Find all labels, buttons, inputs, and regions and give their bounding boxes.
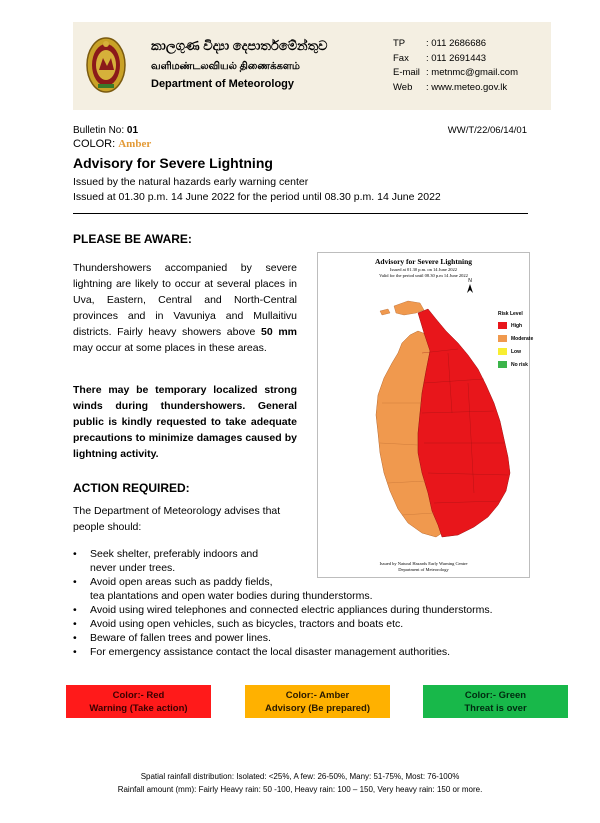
bulletin-color: COLOR: Amber <box>73 138 152 150</box>
map-issued: Issued at 01.30 p.m. on 14 June 2022 <box>390 267 457 272</box>
list-item: • For emergency assistance contact the local disaster management authorities. <box>73 646 451 658</box>
map-valid: Valid for the period until 08.30 p.m 14 June 2022 <box>379 273 468 278</box>
footer-rainfall-amount: Rainfall amount (mm): Fairly Heavy rain: 50 -100, Heavy rain: 100 – 150, Very heavy rain: 150 or more. <box>117 785 483 794</box>
action-intro: The Department of Meteorology advises that people should: <box>73 505 281 533</box>
map-footer-department: Department of Meteorology <box>398 567 449 572</box>
legend-moderate: Moderate <box>498 335 533 342</box>
action-heading: ACTION REQUIRED: <box>73 481 190 495</box>
bulletin-reference: WW/T/22/06/14/01 <box>447 125 527 136</box>
contact-fax: Fax : 011 2691443 <box>393 52 487 64</box>
legend-low: Low <box>498 348 533 355</box>
sri-lanka-map <box>318 253 529 577</box>
map-legend <box>498 311 533 374</box>
bulletin-number: Bulletin No: 01 <box>73 125 139 136</box>
contact-email[interactable]: E-mail : metnmc@gmail.com <box>393 67 518 78</box>
amber-advisory-box: Color:- Amber Advisory (Be prepared) <box>245 685 390 718</box>
footer-rainfall-distribution: Spatial rainfall distribution: Isolated: <25%, A few: 26-50%, Many: 51-75%, Most: 76-100% <box>140 772 460 781</box>
page-title: Advisory for Severe Lightning <box>73 155 273 171</box>
red-warning-box: Color:- Red Warning (Take action) <box>66 685 211 718</box>
issued-by: Issued by the natural hazards early warning center <box>73 176 309 188</box>
aware-heading: PLEASE BE AWARE: <box>73 232 192 246</box>
national-emblem-icon <box>85 36 127 94</box>
org-name-sinhala: කාලගුණ විද්‍යා දෙපාර්තමේන්තුව <box>151 38 328 53</box>
issued-at: Issued at 01.30 p.m. 14 June 2022 for the period until 08.30 p.m. 14 June 2022 <box>73 191 441 203</box>
aware-paragraph-1: Thundershowers accompanied by severe lightning are likely to occur at several places in Uva, Eastern, Central and North-Central provinces and in Vavuniya and Mullaitivu districts. Fairly heavy showers above 50 mm may occur at some places in these areas. <box>73 262 297 354</box>
list-item-continuation: never under trees. <box>90 562 176 574</box>
action-list <box>73 547 493 659</box>
legend-no-risk: No risk <box>498 361 533 368</box>
green-threat-over-box: Color:- Green Threat is over <box>423 685 568 718</box>
map-title: Advisory for Severe Lightning <box>374 257 473 266</box>
map-footer-issuer: Issued by Natural Hazards Early Warning Centre <box>379 561 468 566</box>
list-item-continuation: tea plantations and open water bodies during thunderstorms. <box>90 590 373 602</box>
list-item: • Avoid open areas such as paddy fields, <box>73 576 273 588</box>
legend-high: High <box>498 322 533 329</box>
legend-title: Risk Level <box>498 311 523 317</box>
divider <box>73 213 528 214</box>
aware-paragraph-2: There may be temporary localized strong winds during thundershowers. General public is kindly requested to take adequate precautions to minimize damages caused by lightning activity. <box>73 384 297 460</box>
letterhead <box>73 22 551 110</box>
contact-web[interactable]: Web : www.meteo.gov.lk <box>393 81 508 93</box>
north-arrow-icon <box>467 278 473 293</box>
list-item: • Seek shelter, preferably indoors and <box>73 548 259 560</box>
risk-map <box>317 252 534 578</box>
org-name-english: Department of Meteorology <box>151 78 295 90</box>
svg-text:N: N <box>468 278 472 284</box>
contact-phone: TP : 011 2686686 <box>393 38 487 49</box>
contact-block <box>393 37 518 95</box>
list-item: • Avoid using wired telephones and connected electric appliances during thunderstorms. <box>73 604 493 616</box>
org-name-tamil: வளிமண்டலவியல் திணைக்களம் <box>151 61 300 72</box>
list-item: • Avoid using open vehicles, such as bicycles, tractors and boats etc. <box>73 618 404 630</box>
list-item: • Beware of fallen trees and power lines. <box>73 632 271 644</box>
